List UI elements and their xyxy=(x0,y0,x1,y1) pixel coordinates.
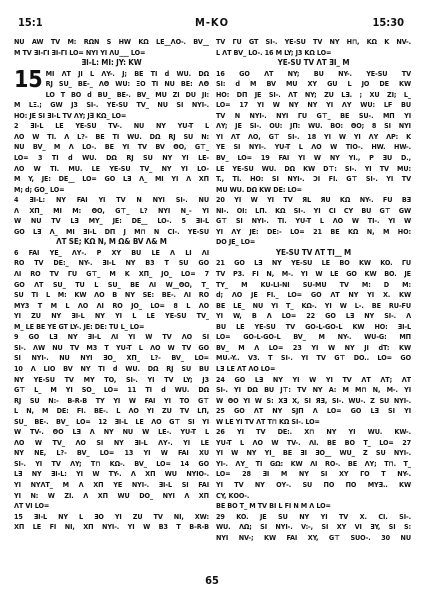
section-heading: ΛT SE; KΩ N, M Ω& BV Λ& M xyxy=(56,237,167,247)
text-line: LO= 3 TI d WU. DΩ RJ SU NY YI LE- xyxy=(14,153,209,163)
text-line: RO TV DE:_ NY-. ƎI-L NY B3 T SU GO xyxy=(14,258,209,268)
text-line: W ΘΟ YI W S: XƎ X, SI ЯƎ, SI-. WU-. Z SU NYI-. xyxy=(216,395,411,405)
text-line: 4 ƎI-L: NY FAI YI TV N NYI SI-. NU xyxy=(14,195,209,205)
text-line: TV P3. FI N, M-. YI W LE GO KW BO. JE xyxy=(216,269,411,279)
text-line: GO LƎ Λ_ MI ƎI-L DΠ J M⊓ N CI-. YE-SU xyxy=(14,226,209,236)
text-line: ΛΙ RO TV ΓU G⊤_ M K XΠ_ JO_ LO= 7 xyxy=(14,269,209,279)
text-line: RJ SU_ BE-_ ΛΘ WU: ΞΟ TI NU BE: ΛΘ xyxy=(45,79,209,89)
text-line: XΠ LE FI NI, XΠ NYI-. YI W B3 T B-R-B xyxy=(14,522,209,532)
text-line: DΟ JE_ LO= xyxy=(216,237,256,247)
text-line: ΛO W TI. Λ L?- BE TI WU. DΩ RJ SU N: xyxy=(14,131,209,141)
text-line: 9 GO LƎ NY ƎI-L ΛΙ YI W TV ΛΟ SI xyxy=(14,332,209,342)
text-line: HO: JE SI ƎI-L TV ΛY; J∃ KΩ_ LO= xyxy=(14,110,127,120)
text-line: W TV-. ΘΟ LƎ Λ NY NU W LE-. YU-T L xyxy=(14,427,209,437)
text-line: GO ΛΤ SU_ TU L SU_ BE ΛΙ W__ΘΟ, Τ_ xyxy=(14,279,209,289)
text-line: NU BV_ M Λ LO-. BE YI TV BV ΘΟ, G⊤_ xyxy=(14,142,209,152)
text-line: YI NYΛT_ M Λ XΠ YE NYI-. ƎI-L SI FAI xyxy=(14,479,209,489)
text-line: 6 FAI YE_ ΛΥ-. P XY BU LE Λ LI ΛΙ xyxy=(14,247,209,257)
text-line: SI: d M BV MU XY GU L JO DE KW xyxy=(216,79,411,89)
text-line: HO: DΠ JE SI-. ΛΤ NY; ZU LƎ. ; XU ZI; L_ xyxy=(216,89,411,99)
text-line: YI-. ΛΥ_ TI GΩ: KW ΛΙ RO-. BE ΛΥ; T⊓. T_ xyxy=(216,458,411,468)
text-line: SU TI L M: KW ΛO B NY SE: BE-. ΛΙ RO xyxy=(14,290,209,300)
text-line: 10 Λ LIO BV NY TI d WU. DΩ RJ SU BU xyxy=(14,363,209,373)
text-line: YU-T L ΛΟ W TV-. ΛΙ. BE BO T_ LO= 27 xyxy=(216,437,411,447)
text-line: 16 GO ΛΤ NY; BU NY-. YE-SU TV xyxy=(216,68,411,78)
text-line: M TV ƎI-ΓΙ ƎI-ΓΙ LO= NYI YI ΛU___ LO= xyxy=(14,47,146,57)
text-line: SI NYI-. NU NYI ƎO_ XΠ_ L?- BV_ LO= xyxy=(14,353,209,363)
text-line: ΛO W TI. MU. LE YE-SU TV_ NY YI LO- xyxy=(14,163,209,173)
text-line: BV_ M Λ LO= 23 YI W NY JI dT: KW xyxy=(216,342,411,352)
text-line: SU_ BE-. BV_ LO= 12 ƎI-L LE ΛΟ G⊤ SI YI xyxy=(14,416,209,426)
text-line: CY, KΟΟ-. xyxy=(216,490,250,500)
text-line: TV N NYI-. NYI ΓU G⊤_ BE SU-. MΠ YI xyxy=(216,110,411,120)
section-heading: YE-SU TV ΛΤ ƎI_ M xyxy=(277,58,350,68)
text-line: d; ΛΟ JE FI._ LO= GO ΛΤ NY YI X. KW xyxy=(216,290,411,300)
text-line: SI-. ΛW NU TV M3 T YU-T L ΛΟ W TV GO xyxy=(14,342,209,352)
text-line: 26 YI TV DE:. X⊓ NY YI WU. KW-. xyxy=(216,427,411,437)
text-line: 21 GO LƎ NY YE-SU LE BO KW KO. ΓU xyxy=(216,258,411,268)
text-line: Λ XΠ_ MI M: ΘΟ, G⊤_ L? NYI N_- YI xyxy=(14,205,209,215)
page-number: 65 xyxy=(205,574,219,587)
text-line: 15 ƎI-L NY L ƎΟ YI ZU TV NI, XW: xyxy=(14,511,209,521)
text-line: ΛΟ W TV_ ΛΟ SI NY ƎI-L ΛΥ-. YI LE xyxy=(14,437,209,447)
chapter-verse-end: 15:30 xyxy=(372,16,404,29)
text-line: G⊤ SI NYI-. TI. YU-T L ΛΟ W TI-. YI W xyxy=(216,216,411,226)
text-line: M_ LE BE YE GT LY-. JE: DE: TU L_ LO= xyxy=(14,321,145,331)
text-line: NY NE, L?- BV_ LO= 13 YI W FAI XU xyxy=(14,448,209,458)
text-line: BV_ LO= 19 FAI YI W NY YI., P ƎU D., xyxy=(216,153,411,163)
text-line: YI N: W ZI. Λ XΠ WU DΟ_ NYI Λ XΠ xyxy=(14,490,209,500)
text-line: TV ΓU GT SI-. YE-SU TV NY H⊓, KΩ K NV-. xyxy=(216,37,411,46)
text-line: WU. ΛΩ; SI NYI-. V:-, SI XY VI ƎY, SI S: xyxy=(216,522,411,532)
text-line: T., TI. HO: SI NYI-. ƆI FI. G⊤ SI-. YI TV xyxy=(216,174,411,184)
text-line: M; d; GΟ_ LO= xyxy=(14,184,65,194)
chapter-paragraph xyxy=(14,66,209,93)
left-column xyxy=(14,37,209,533)
text-line: M Y, JE: DE__ LO= GO LƎ Λ_ MI YI Λ XΠ xyxy=(14,174,209,184)
text-line: SI-. YI TV ΛY; T⊓ KΩ-. BV_ LO= 14 GO xyxy=(14,458,209,468)
text-line: G⊤ L_ M YI SO_ LO= 11 TI d WU. DΩ xyxy=(14,385,209,395)
text-line: YI ZU NY ƎI-L NY YI L LE YE-SU TV_ xyxy=(14,311,209,321)
text-line: NI-. ΟΙ: LΠ. KΩ SI-. YI CI CY BU G⊤ GW xyxy=(216,205,411,215)
text-line: LƎ NY ƎI-L: YI W TY-. Λ XΠ WU NYIO-. xyxy=(14,469,209,479)
text-line: YI ΛΤ ΛΟ, G⊤ SI-. 18 YI W YI ΛΥ ΛΡ: K xyxy=(216,131,411,141)
text-line: LO= GO-L-GO-L BV_ M NY-. WU-G: MΠ xyxy=(216,332,411,342)
text-line: W LE YI TV ΛΤ T⊓ KΩ SI-. LO= xyxy=(216,416,320,426)
text-line: BE LE_ NU YI T_ KΩ-. YI W L-. BE RU-FU xyxy=(216,300,411,310)
text-line: RJ SU N:- B-R-B TY YI W FAI YI TO G⊤ xyxy=(14,395,209,405)
text-line: YI W, B Λ LO= 22 GO LƎ NY SI-. Λ xyxy=(216,311,411,321)
text-line: SI-. YI DΩ BU J⊤: TV NY A: M M⊓ N, M-. YI xyxy=(216,385,411,395)
text-line: ΛY; JE SI-. ΟU: JΠ: WU. ΒΟ: ΘΟ; 8 SI NYI xyxy=(216,121,411,131)
text-line: NY YE-SU TV MY TO, SI-. YI TV LY; J3 xyxy=(14,374,209,384)
text-line: YI TV NY ΟΥ-. SU ΠΟ ΠΟ MYƎ.. KW xyxy=(216,479,411,489)
text-line: MU.-Y.. V3. T SI-. YI TV G⊤ DO.. LO= GO xyxy=(216,353,411,363)
text-line: LE YE-SU WU. DΩ KW D⊤: SI-. YI TV MU: xyxy=(216,163,411,173)
text-line: LƎ LE ΛΤ ΛΟ LO= xyxy=(216,363,276,373)
text-line: MU WU. DΩ KW DE: LO= xyxy=(216,184,302,194)
right-column xyxy=(216,37,411,543)
text-line: M LΞ.; GW J3 SI-. YE-SU TV_ NU SI NYI-. xyxy=(14,100,209,110)
text-line: YI ΛΥ JE: DE:- LO= 21 BE KΩ N, M HO: xyxy=(216,226,411,236)
text-line: NU AW TV M: RΩN S HW KΩ LE__ΛΟ-. BV__ xyxy=(14,37,209,46)
text-line: MI ΛT JI L ΛY-. J; BE TI d WU. DΩ xyxy=(45,68,209,78)
text-line: MY3 T M L ΛΟ ΛΙ RO JO_ LO= 8 L ΛO xyxy=(14,300,209,310)
chapter-number: 15 xyxy=(14,66,43,93)
text-line: 24 GO LƎ NY YI W YI TV ΛΤ ΛΤ; ΛΤ xyxy=(216,374,411,384)
text-line: LO= 28 ƎI M NY SI XY ΓΟ T NY-. xyxy=(216,469,411,479)
text-line: NYI NV-; KW FAI XY, G⊤ SUO-. 30 NU xyxy=(216,532,411,542)
text-line: BE BO T_ M TV BI L FI N M Λ LO= xyxy=(216,501,331,511)
section-heading: YE-SU TV ΛΤ ΤΙ__ M xyxy=(275,247,352,257)
book-title: M-ΚΟ xyxy=(194,16,230,29)
text-line: 20 YI W YI TV ЯL ЯU KΩ NY-. FU BƎ xyxy=(216,195,411,205)
text-line: 2 ƎI-L LE YE-SU TV-. NU NY YU-T L xyxy=(14,121,209,131)
text-line: L N, M DE: FI. BE-. L ΛΟ YI ZU TV LΠ, xyxy=(14,406,209,416)
text-line: L ΛΤ BV_ LO-. 16 M LY; J3 KΩ LO= xyxy=(216,47,332,57)
text-line: YE SI NYI-. YU-T L ΛΟ W TIO-. HW. HW-. xyxy=(216,142,411,152)
text-line: LO T BO d BU_ BE-. BV_ MU ZI DU JI: xyxy=(45,89,209,99)
section-heading: ƎI-L: MI: JY: KW xyxy=(81,58,142,68)
text-line: YI W NY YI_ BE ƎI ƎO__ WU_ Z SU NYI-. xyxy=(216,448,411,458)
text-line: W NU TV LƎ MY_ JE: DE__ LO-. 5 ƎI-L xyxy=(14,216,209,226)
text-line: LO= 17 YI W NY NY YI ΛΥ WU: LF BU xyxy=(216,100,411,110)
text-line: BU LE YE-SU TV GO-L-GO-L KW HO: ƎI-L xyxy=(216,321,411,331)
text-line: TY_ M KU-LI-NI SU-MU TV M: D M: xyxy=(216,279,411,289)
chapter-verse-start: 15:1 xyxy=(18,16,43,29)
text-line: ΛΤ VI LO= xyxy=(14,501,50,511)
text-line: 25 GO ΛΤ NY SJΠ Λ LO= GO LƎ SI YI xyxy=(216,406,411,416)
text-line: 29 KO. JE SU NY YI TV X. CI. SI-. xyxy=(216,511,411,521)
